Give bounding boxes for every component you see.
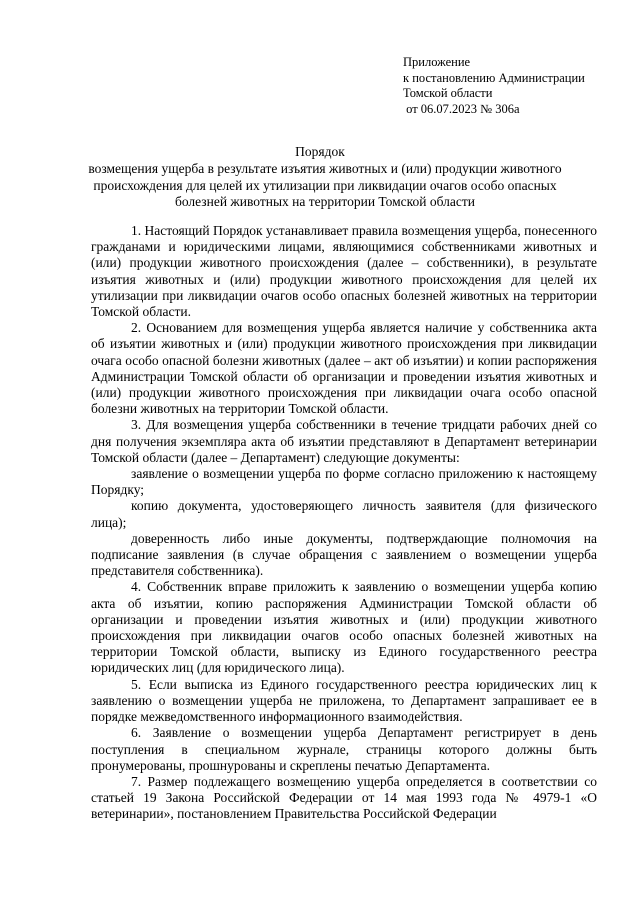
paragraph-5: 5. Если выписка из Единого государственного реестра юридических лиц к заявлению о возмещении ущерба не приложена, то Департамент запрашивает ее в порядке межведомственного информационного взаимодействия. xyxy=(91,676,597,725)
document-title: Порядок xyxy=(295,144,345,159)
appendix-line: Приложение xyxy=(403,55,471,69)
paragraph-3: 3. Для возмещения ущерба собственники в течение тридцати рабочих дней со дня получения экземпляра акта об изъятии представляют в Департамент ветеринарии Томской области (далее – Департамент) следующие документы: xyxy=(91,417,597,465)
paragraph-7: 7. Размер подлежащего возмещению ущерба определяется в соответствии со статьей 19 Закона Российской Федерации от 14 мая 1993 года № 4979-1 «О ветеринарии», постановлением Правительства Российской Федерации xyxy=(91,773,597,822)
appendix-line: Томской области xyxy=(403,86,493,100)
appendix-line: к постановлению Администрации xyxy=(403,70,585,85)
paragraph-3-item-application: заявление о возмещении ущерба по форме согласно приложению к настоящему Порядку; xyxy=(91,466,597,498)
paragraph-4: 4. Собственник вправе приложить к заявлению о возмещении ущерба копию акта об изъятии, копию распоряжения Администрации Томской области об организации и проведении изъятия животных и (или) продукции животного происхождения при ликвидации очагов особо опасных болезней животных на территории Томской области, выписку из Единого государственного реестра юридических лиц (для юридического лица). xyxy=(91,579,597,676)
paragraph-2: 2. Основанием для возмещения ущерба является наличие у собственника акта об изъятии животных и (или) продукции животного происхождения при ликвидации очага особо опасной болезни животных (далее – акт об изъятии) и копии распоряжения Администрации Томской области об организации и проведении изъятия животных и (или) продукции животного происхождения при ликвидации очага особо опасной болезни животных на территории Томской области. xyxy=(91,320,597,417)
appendix-line: от 06.07.2023 № 306а xyxy=(403,101,520,116)
paragraph-3-item-power-of-attorney: доверенность либо иные документы, подтверждающие полномочия на подписание заявления (в случае обращения с заявлением о возмещении ущерба представителя собственника). xyxy=(91,530,597,579)
paragraph-3-item-id-copy: копию документа, удостоверяющего личность заявителя (для физического лица); xyxy=(91,498,597,530)
paragraph-1: 1. Настоящий Порядок устанавливает правила возмещения ущерба, понесенного гражданами и юридическими лицами, являющимися собственниками животных и (или) продукции животного происхождения (далее – собственники), в результате изъятия животных и (или) продукции животного происхождения для целей их утилизации при ликвидации очагов особо опасных болезней животных на территории Томской области. xyxy=(91,223,597,320)
appendix-note xyxy=(403,55,585,117)
paragraph-6: 6. Заявление о возмещении ущерба Департамент регистрирует в день поступления в специальном журнале, страницы которого должны быть пронумерованы, прошнурованы и скреплены печатью Департамента. xyxy=(91,725,597,773)
document-subtitle: возмещения ущерба в результате изъятия животных и (или) продукции животного происхождения для целей их утилизации при ликвидации очагов особо опасных болезней животных на территории Томской области xyxy=(88,161,562,209)
document-body xyxy=(91,223,597,823)
